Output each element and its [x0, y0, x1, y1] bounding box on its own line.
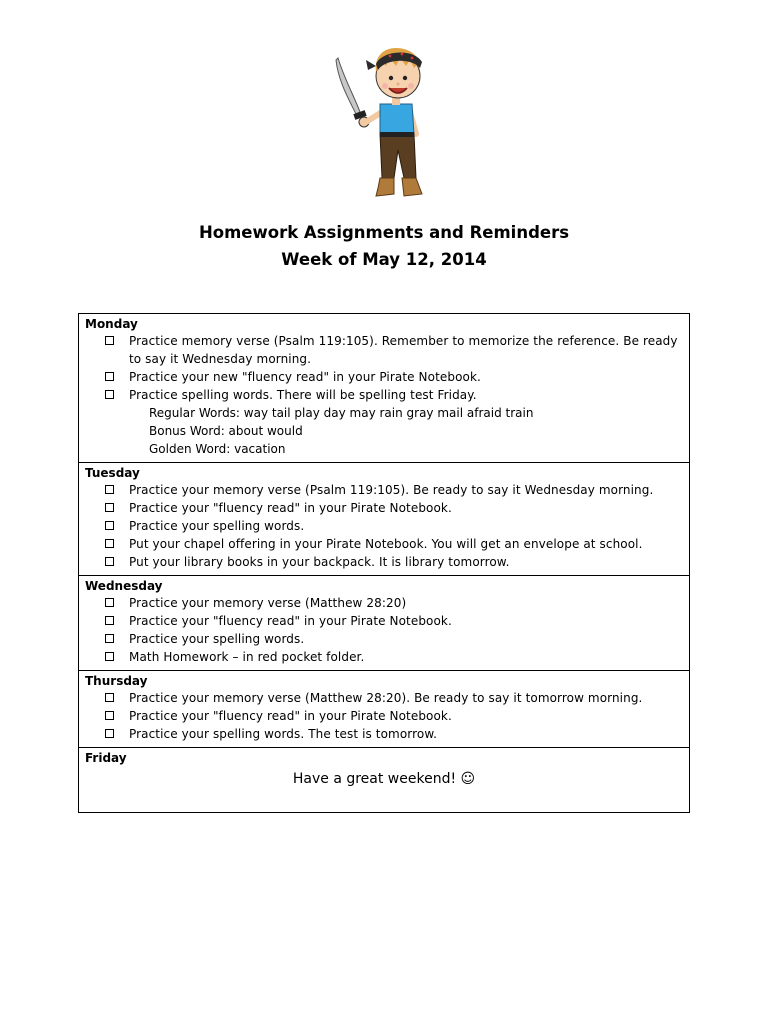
checkbox[interactable] [105, 729, 114, 738]
day-section-tuesday [79, 463, 690, 576]
task-item: Practice your memory verse (Psalm 119:105). Be ready to say it Wednesday morning. [85, 481, 683, 499]
task-item: Practice spelling words. There will be spelling test Friday. [85, 386, 683, 404]
golden-word: Golden Word: vacation [149, 442, 286, 456]
homework-table [78, 313, 690, 813]
checkbox[interactable] [105, 616, 114, 625]
pirate-illustration [330, 38, 440, 204]
task-item: Practice your memory verse (Matthew 28:20) [85, 594, 683, 612]
checkbox[interactable] [105, 503, 114, 512]
task-item: Put your library books in your backpack. It is library tomorrow. [85, 553, 683, 571]
day-heading: Monday [85, 317, 138, 331]
checkbox[interactable] [105, 336, 114, 345]
checkbox[interactable] [105, 711, 114, 720]
checkbox[interactable] [105, 390, 114, 399]
task-item: Put your chapel offering in your Pirate Notebook. You will get an envelope at school. [85, 535, 683, 553]
day-heading: Tuesday [85, 466, 140, 480]
day-heading: Thursday [85, 674, 148, 688]
checkbox[interactable] [105, 557, 114, 566]
checkbox[interactable] [105, 634, 114, 643]
page-subtitle: Week of May 12, 2014 [281, 250, 487, 269]
regular-words: Regular Words: way tail play day may rain gray mail afraid train [149, 406, 534, 420]
day-section-friday [79, 748, 690, 813]
page-title: Homework Assignments and Reminders [198, 223, 570, 242]
checkbox[interactable] [105, 485, 114, 494]
task-item: Practice memory verse (Psalm 119:105). Remember to memorize the reference. Be ready to say it Wednesday morning. [85, 332, 683, 368]
task-item: Practice your spelling words. The test is tomorrow. [85, 725, 683, 743]
checkbox[interactable] [105, 521, 114, 530]
day-heading: Friday [85, 751, 127, 765]
checkbox[interactable] [105, 693, 114, 702]
day-heading: Wednesday [85, 579, 163, 593]
checkbox[interactable] [105, 652, 114, 661]
checkbox[interactable] [105, 598, 114, 607]
checkbox[interactable] [105, 539, 114, 548]
day-section-wednesday [79, 576, 690, 671]
day-section-thursday [79, 671, 690, 748]
task-item: Practice your "fluency read" in your Pirate Notebook. [85, 499, 683, 517]
task-item: Practice your spelling words. [85, 630, 683, 648]
task-item: Practice your spelling words. [85, 517, 683, 535]
task-item: Practice your new "fluency read" in your Pirate Notebook. [85, 368, 683, 386]
day-section-monday [79, 314, 690, 463]
checkbox[interactable] [105, 372, 114, 381]
task-item: Practice your "fluency read" in your Pirate Notebook. [85, 612, 683, 630]
bonus-word: Bonus Word: about would [149, 424, 303, 438]
task-item: Practice your "fluency read" in your Pirate Notebook. [85, 707, 683, 725]
friday-message: Have a great weekend! ☺ [292, 771, 476, 787]
task-item: Math Homework – in red pocket folder. [85, 648, 683, 666]
task-item: Practice your memory verse (Matthew 28:20). Be ready to say it tomorrow morning. [85, 689, 683, 707]
